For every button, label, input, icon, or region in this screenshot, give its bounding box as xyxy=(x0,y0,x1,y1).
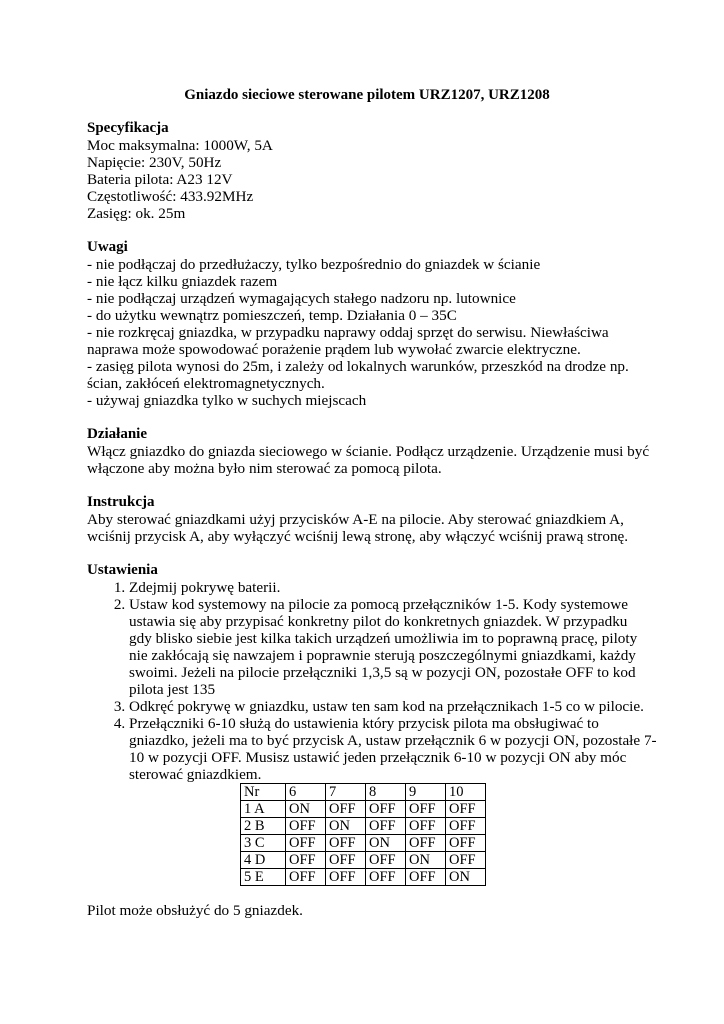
table-cell: OFF xyxy=(406,801,446,818)
notes-line: naprawa może spowodować porażenie prądem lub wywołać zwarcie elektryczne. xyxy=(87,341,581,358)
notes-line: - nie podłączaj urządzeń wymagających stałego nadzoru np. lutownice xyxy=(87,290,516,307)
table-cell: OFF xyxy=(326,801,366,818)
table-cell: 3 C xyxy=(241,835,286,852)
table-cell: 2 B xyxy=(241,818,286,835)
settings-step-line: gniazdko, jeżeli ma to być przycisk A, ustaw przełącznik 6 w pozycji ON, pozostałe 7- xyxy=(129,732,657,749)
document-page xyxy=(87,87,657,919)
table-cell: 1 A xyxy=(241,801,286,818)
table-cell: 9 xyxy=(406,784,446,801)
table-cell: Nr xyxy=(241,784,286,801)
settings-step xyxy=(129,698,647,715)
settings-step-line: 1. Zdejmij pokrywę baterii. xyxy=(129,579,281,596)
table-cell: OFF xyxy=(326,852,366,869)
spec-line: Częstotliwość: 433.92MHz xyxy=(87,188,254,205)
notes-line: - nie łącz kilku gniazdek razem xyxy=(87,273,278,290)
instructions-section xyxy=(87,494,647,545)
notes-line: - nie rozkręcaj gniazdka, w przypadku naprawy oddaj sprzęt do serwisu. Niewłaściwa xyxy=(87,324,609,341)
settings-step xyxy=(129,579,647,596)
table-cell: OFF xyxy=(366,818,406,835)
table-cell: OFF xyxy=(366,801,406,818)
table-cell: OFF xyxy=(326,835,366,852)
table-cell: ON xyxy=(446,869,486,886)
table-cell: 6 xyxy=(286,784,326,801)
table-cell: OFF xyxy=(406,835,446,852)
settings-step-line: 10 w pozycji OFF. Musisz ustawić jeden przełącznik 6-10 w pozycji ON aby móc xyxy=(129,749,627,766)
table-cell: ON xyxy=(366,835,406,852)
table-cell: OFF xyxy=(286,818,326,835)
table-header-row xyxy=(241,784,486,801)
table-cell: OFF xyxy=(446,818,486,835)
table-cell: OFF xyxy=(366,869,406,886)
spec-line: Bateria pilota: A23 12V xyxy=(87,171,233,188)
table-cell: OFF xyxy=(286,852,326,869)
table-cell: ON xyxy=(286,801,326,818)
notes-heading: Uwagi xyxy=(87,239,128,255)
settings-list xyxy=(87,579,657,783)
settings-step-line: 3. Odkręć pokrywę w gniazdku, ustaw ten sam kod na przełącznikach 1-5 co w pilocie. xyxy=(129,698,644,715)
instructions-line: Aby sterować gniazdkami użyj przycisków A-E na pilocie. Aby sterować gniazdkiem A, xyxy=(87,511,624,528)
settings-step xyxy=(129,596,647,698)
operation-heading: Działanie xyxy=(87,426,147,442)
settings-step-line: nie zakłócają się nawzajem i poprawnie sterują poszczególnymi gniazdkami, każdy xyxy=(129,647,636,664)
settings-step-line: ustawia się aby przypisać konkretny pilot do konkretnych gniazdek. W przypadku xyxy=(129,613,628,630)
spec-line: Moc maksymalna: 1000W, 5A xyxy=(87,137,273,154)
table-cell: OFF xyxy=(446,852,486,869)
notes-line: - do użytku wewnątrz pomieszczeń, temp. Działania 0 – 35C xyxy=(87,307,457,324)
table-row xyxy=(241,852,486,869)
settings-step-line: gdy blisko siebie jest kilka takich urządzeń umożliwia im to poprawną pracę, piloty xyxy=(129,630,638,647)
notes-line: - zasięg pilota wynosi do 25m, i zależy od lokalnych warunków, przeszkód na drodze np. xyxy=(87,358,629,375)
operation-line: włączone aby można było nim sterować za pomocą pilota. xyxy=(87,460,442,477)
table-cell: OFF xyxy=(286,835,326,852)
spec-section xyxy=(87,120,647,222)
spec-line: Zasięg: ok. 25m xyxy=(87,205,186,222)
table-cell: 5 E xyxy=(241,869,286,886)
spec-line: Napięcie: 230V, 50Hz xyxy=(87,154,222,171)
table-row xyxy=(241,801,486,818)
table-row xyxy=(241,818,486,835)
notes-line: ścian, zakłóceń elektromagnetycznych. xyxy=(87,375,325,392)
settings-step-line: 2. Ustaw kod systemowy na pilocie za pomocą przełączników 1-5. Kody systemowe xyxy=(129,596,628,613)
operation-line: Włącz gniazdko do gniazda sieciowego w ścianie. Podłącz urządzenie. Urządzenie musi być xyxy=(87,443,650,460)
notes-section xyxy=(87,239,647,409)
notes-line: - nie podłączaj do przedłużaczy, tylko bezpośrednio do gniazdek w ścianie xyxy=(87,256,541,273)
table-cell: 8 xyxy=(366,784,406,801)
settings-step xyxy=(129,715,657,783)
table-cell: 4 D xyxy=(241,852,286,869)
table-cell: 10 xyxy=(446,784,486,801)
table-cell: OFF xyxy=(406,869,446,886)
table-cell: OFF xyxy=(446,801,486,818)
table-cell: OFF xyxy=(446,835,486,852)
table-cell: OFF xyxy=(326,869,366,886)
settings-section xyxy=(87,562,657,886)
table-cell: OFF xyxy=(286,869,326,886)
settings-step-line: pilota jest 135 xyxy=(129,681,216,698)
settings-step-line: sterować gniazdkiem. xyxy=(129,766,262,783)
table-cell: OFF xyxy=(366,852,406,869)
footer-note: Pilot może obsłużyć do 5 gniazdek. xyxy=(87,902,303,919)
instructions-line: wciśnij przycisk A, aby wyłączyć wciśnij lewą stronę, aby włączyć wciśnij prawą stronę. xyxy=(87,528,629,545)
settings-step-line: swoimi. Jeżeli na pilocie przełączniki 1,3,5 są w pozycji ON, pozostałe OFF to kod xyxy=(129,664,636,681)
table-cell: OFF xyxy=(406,818,446,835)
table-cell: ON xyxy=(406,852,446,869)
spec-heading: Specyfikacja xyxy=(87,120,169,136)
settings-step-line: 4. Przełączniki 6-10 służą do ustawienia który przycisk pilota ma obsługiwać to xyxy=(129,715,599,732)
switch-code-table xyxy=(240,783,486,886)
document-title: Gniazdo sieciowe sterowane pilotem URZ1207, URZ1208 xyxy=(184,87,550,103)
table-row xyxy=(241,869,486,886)
table-cell: ON xyxy=(326,818,366,835)
table-row xyxy=(241,835,486,852)
settings-heading: Ustawienia xyxy=(87,562,158,578)
table-cell: 7 xyxy=(326,784,366,801)
operation-section xyxy=(87,426,650,477)
instructions-heading: Instrukcja xyxy=(87,494,155,510)
notes-line: - używaj gniazdka tylko w suchych miejscach xyxy=(87,392,367,409)
